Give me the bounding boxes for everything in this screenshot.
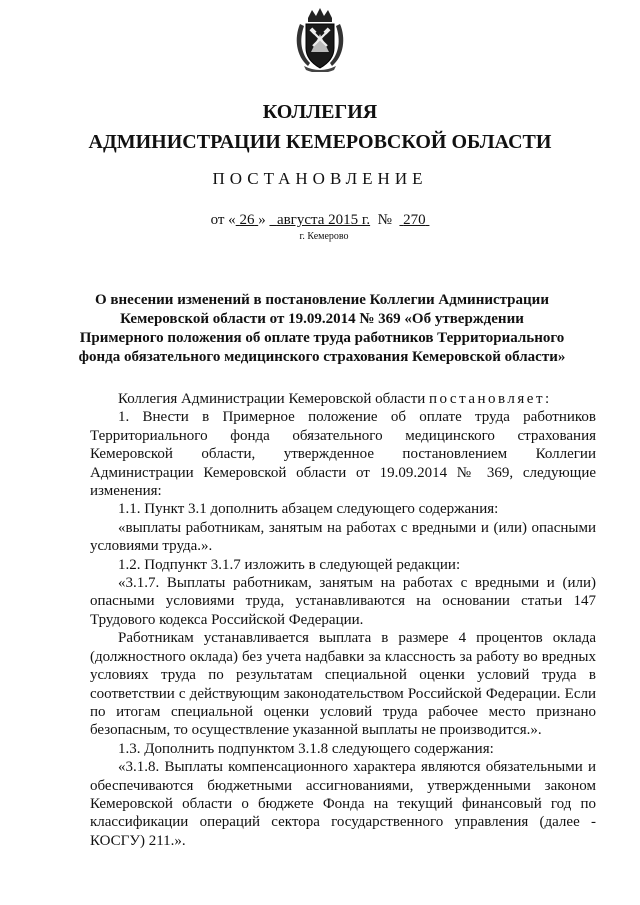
title-line-1: КОЛЛЕГИЯ (262, 101, 378, 123)
document-type: ПОСТАНОВЛЕНИЕ (212, 169, 428, 188)
body-paragraph: «3.1.7. Выплаты работникам, занятым на работах с вредными и (или) опасными условиями труда, устанавливаются на основании статьи 147 Трудового кодекса Российской Федерации. (90, 575, 596, 628)
document-number: 270 (403, 212, 426, 228)
date-prefix: от « (210, 212, 236, 228)
number-sign: № (377, 212, 392, 228)
body-paragraph: 1.3. Дополнить подпунктом 3.1.8 следующего содержания: (118, 740, 494, 757)
date-day: 26 (239, 212, 255, 228)
intro-paragraph: Коллегия Администрации Кемеровской области постановляет: (118, 391, 552, 407)
coat-of-arms-icon (294, 8, 346, 72)
title-line-2: АДМИНИСТРАЦИИ КЕМЕРОВСКОЙ ОБЛАСТИ (88, 131, 552, 153)
body-paragraph: Работникам устанавливается выплата в размере 4 процентов оклада (должностного оклада) без учета надбавки за классность за работу во вредных условиях труда по результатам специальной оценки условий труда в соответствии с действующим законодательством Российской Федерации. Если по итогам специальной оценки условий труда рабочее место признано безопасным, то осуществление указанной выплаты не производится.». (90, 630, 596, 739)
body-paragraph: 1.1. Пункт 3.1 дополнить абзацем следующего содержания: (118, 501, 499, 518)
body-paragraph: 1.2. Подпункт 3.1.7 изложить в следующей редакции: (118, 556, 461, 573)
body-paragraph: «выплаты работникам, занятым на работах с вредными и (или) опасными условиями труда.». (90, 519, 596, 555)
document-heading: О внесении изменений в постановление Коллегии Администрации Кемеровской области от 19.09.2014 № 369 «Об утверждении Примерного положения об оплате труда работников Территориального фонда обязательного медицинского страхования Кемеровской области» (78, 292, 566, 365)
body-paragraph: «3.1.8. Выплаты компенсационного характера являются обязательными и обеспечиваются бюджетными ассигнованиями, утвержденными законом Кемеровской области о бюджете Фонда на текущий финансовый год по классификации операций сектора государственного управления (далее - КОСГУ) 211.». (90, 759, 596, 849)
date-month-year: августа 2015 г. (276, 212, 371, 228)
city-label: г. Кемерово (299, 231, 349, 242)
date-day-close: » (258, 212, 266, 228)
body-paragraph: 1. Внести в Примерное положение об оплате труда работников Территориального фонда обязательного медицинского страхования Кемеровской области, утвержденное постановлением Коллегии Администрации Кемеровской области от 19.09.2014 № 369, следующие изменения: (90, 409, 596, 500)
date-number-line (0, 211, 640, 229)
document-body (90, 390, 596, 850)
